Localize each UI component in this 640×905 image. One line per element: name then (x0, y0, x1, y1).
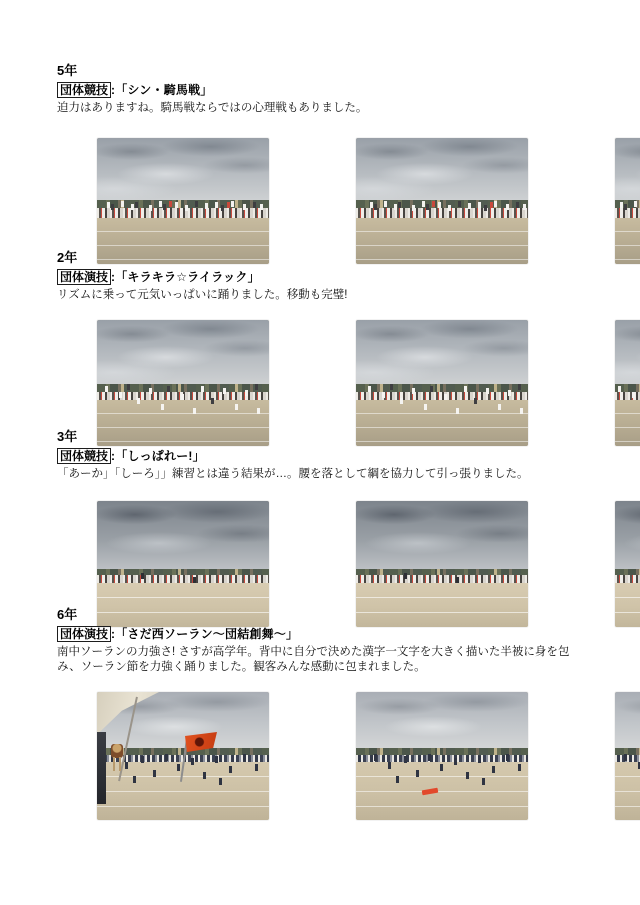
soran-dance-photo (356, 692, 528, 820)
soran-dance-photo (615, 692, 640, 820)
event-description: 迫力はありますね。騎馬戦ならではの心理戦もありました。 (57, 101, 368, 114)
spectator-crowd (615, 575, 640, 583)
students (97, 501, 100, 507)
cloudy-sky (356, 692, 528, 748)
section-grade2 (57, 251, 589, 303)
dirt-field (615, 218, 640, 264)
event-type-box: 団体演技 (57, 626, 111, 642)
dirt-field (356, 762, 528, 820)
section-grade6 (57, 608, 589, 676)
cavalry-battle-field-photo (97, 138, 269, 264)
treeline-buildings (356, 748, 528, 755)
treeline-buildings (615, 384, 640, 392)
storm-cloudy-sky (356, 501, 528, 569)
students (360, 320, 363, 326)
cloudy-sky (97, 320, 269, 384)
event-type-box: 団体競技 (57, 82, 111, 98)
spectator-crowd (615, 208, 640, 218)
spectator-crowd (356, 208, 528, 218)
spectator-crowd (356, 575, 528, 583)
cavalry-battle-field-photo (615, 138, 640, 264)
spectator-crowd (97, 208, 269, 218)
students (97, 138, 100, 144)
photo-row-grade6 (57, 676, 589, 836)
students (360, 138, 363, 144)
dirt-field (615, 400, 640, 446)
event-line (57, 448, 589, 465)
section-grade3 (57, 430, 589, 482)
event-title: :「さだ西ソーラン〜団結創舞〜」 (111, 626, 299, 641)
treeline-buildings (97, 200, 269, 208)
dirt-field (615, 583, 640, 627)
event-description: リズムに乗って元気いっぱいに踊りました。移動も完璧! (57, 288, 348, 301)
tug-of-war-field-photo (615, 501, 640, 627)
cloudy-sky (615, 692, 640, 748)
storm-cloudy-sky (97, 501, 269, 569)
event-title: :「シン・騎馬戦」 (111, 82, 213, 97)
spectator-crowd (97, 575, 269, 583)
event-description: 「あーか」「しーろ」」練習とは違う結果が…。腰を落として綱を協力して引っ張りました。 (57, 467, 529, 480)
event-title: :「しっぱれー!」 (111, 448, 205, 463)
spectator-crowd (615, 392, 640, 400)
storm-cloudy-sky (615, 501, 640, 569)
cloudy-sky (615, 138, 640, 200)
students (360, 501, 363, 507)
event-type-box: 団体競技 (57, 448, 111, 464)
section-grade5 (57, 64, 589, 116)
bystander-figure (97, 732, 106, 804)
grade-heading: 6年 (57, 607, 78, 622)
event-line (57, 626, 589, 643)
cloudy-sky (615, 320, 640, 384)
treeline-buildings (356, 200, 528, 208)
dance-field-photo (356, 320, 528, 446)
treeline-buildings (356, 384, 528, 392)
spectator-crowd (97, 392, 269, 400)
cloudy-sky (356, 138, 528, 200)
event-description: 南中ソーランの力強さ! さすが高学年。背中に自分で決めた漢字一文字を大きく描いた半被に身を包み、ソーラン節を力強く踊りました。観客みんな感動に包まれました。 (57, 645, 570, 674)
treeline-buildings (615, 200, 640, 208)
dirt-field (615, 762, 640, 820)
taiko-drum (111, 744, 123, 758)
spectator-crowd (615, 755, 640, 762)
students (97, 320, 100, 326)
event-line (57, 82, 589, 99)
cavalry-battle-field-photo (356, 138, 528, 264)
dance-field-photo (615, 320, 640, 446)
spectator-crowd (356, 755, 528, 762)
grade-heading: 3年 (57, 429, 78, 444)
soran-dance-photo (97, 692, 269, 820)
students (360, 692, 363, 699)
event-type-box: 団体演技 (57, 269, 111, 285)
event-line (57, 269, 589, 286)
dance-field-photo (97, 320, 269, 446)
cloudy-sky (97, 138, 269, 200)
event-title: :「キラキラ☆ライラック」 (111, 269, 260, 284)
grade-heading: 2年 (57, 250, 78, 265)
cloudy-sky (356, 320, 528, 384)
treeline-buildings (615, 748, 640, 755)
treeline-buildings (97, 384, 269, 392)
grade-heading: 5年 (57, 63, 78, 78)
spectator-crowd (356, 392, 528, 400)
